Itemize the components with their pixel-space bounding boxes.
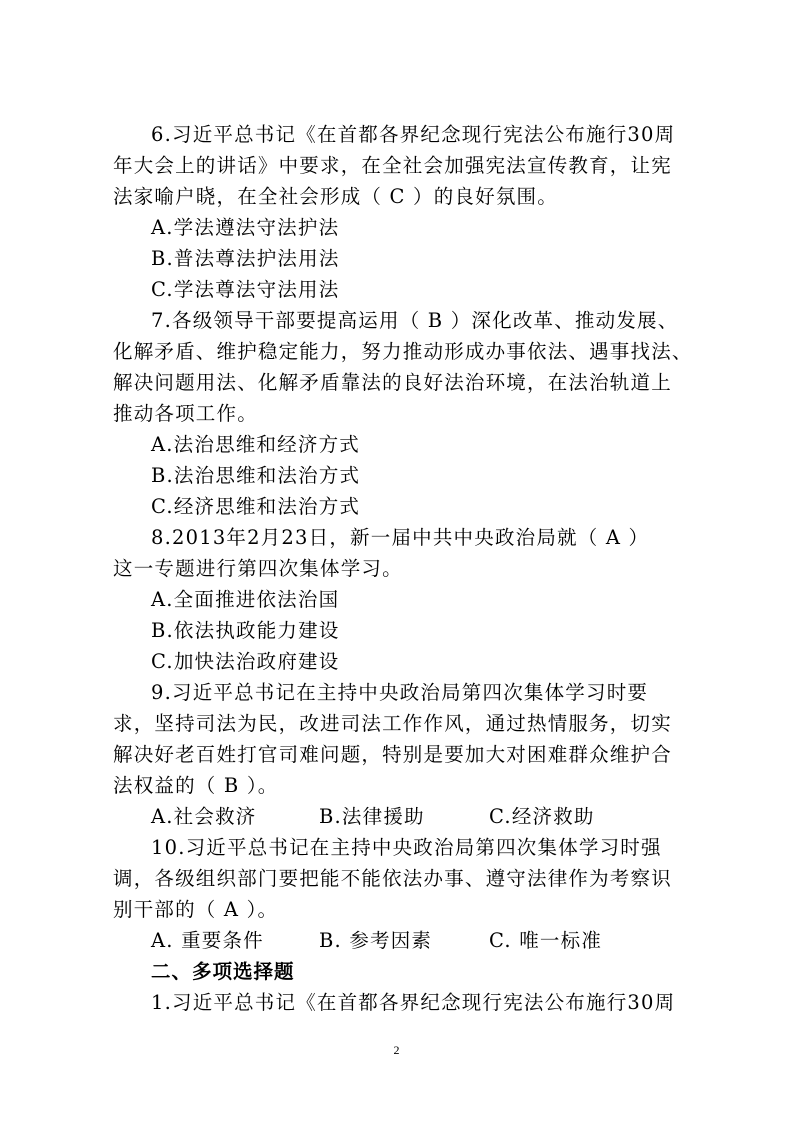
question-8-option-b: B.依法执政能力建设 xyxy=(151,619,340,642)
question-8-line-2: 这一专题进行第四次集体学习。 xyxy=(113,557,403,580)
question-10-option-c: C. 唯一标准 xyxy=(489,929,603,952)
question-10-options xyxy=(113,925,693,956)
question-9-option-b: B.法律援助 xyxy=(319,805,425,828)
section-heading: 二、多项选择题 xyxy=(151,960,295,983)
question-6-line-3: 法家喻户晓，在全社会形成（ C ）的良好氛围。 xyxy=(113,185,558,208)
question-9-option-a: A.社会救济 xyxy=(151,805,257,828)
question-7-line-1: 7.各级领导干部要提高运用（ B ）深化改革、推动发展、 xyxy=(151,309,679,332)
question-9-options xyxy=(113,801,693,832)
question-7-option-b: B.法治思维和法治方式 xyxy=(151,464,361,487)
question-9-line-2: 求，坚持司法为民，改进司法工作作风，通过热情服务，切实 xyxy=(113,712,672,735)
question-6-line-2: 年大会上的讲话》中要求，在全社会加强宪法宣传教育，让宪 xyxy=(113,154,672,177)
question-8-option-c: C.加快法治政府建设 xyxy=(151,650,340,673)
question-10-line-1: 10.习近平总书记在主持中央政治局第四次集体学习时强 xyxy=(151,836,662,859)
document-body xyxy=(113,119,693,1018)
question-7-option-a: A.法治思维和经济方式 xyxy=(151,433,360,456)
question-10-line-3: 别干部的（ A ）。 xyxy=(113,898,279,921)
page-number: 2 xyxy=(393,1043,400,1057)
question-6-line-1: 6.习近平总书记《在首都各界纪念现行宪法公布施行30周 xyxy=(151,123,676,146)
question-10-option-a: A. 重要条件 xyxy=(151,929,264,952)
question-7-line-3: 解决问题用法、化解矛盾靠法的良好法治环境，在法治轨道上 xyxy=(113,371,672,394)
question-6-option-c: C.学法尊法守法用法 xyxy=(151,278,340,301)
question-7-option-c: C.经济思维和法治方式 xyxy=(151,495,361,518)
question-7-line-4: 推动各项工作。 xyxy=(113,402,258,425)
question-10-option-b: B. 参考因素 xyxy=(319,929,433,952)
question-10-line-2: 调，各级组织部门要把能不能依法办事、遵守法律作为考察识 xyxy=(113,867,672,890)
question-8-option-a: A.全面推进依法治国 xyxy=(151,588,340,611)
question-7-line-2: 化解矛盾、维护稳定能力，努力推动形成办事依法、遇事找法、 xyxy=(113,340,693,363)
question-9-option-c: C.经济救助 xyxy=(489,805,595,828)
question-6-option-a: A.学法遵法守法护法 xyxy=(151,216,340,239)
question-6-option-b: B.普法尊法护法用法 xyxy=(151,247,340,270)
question-9-line-1: 9.习近平总书记在主持中央政治局第四次集体学习时要 xyxy=(151,681,649,704)
question-9-line-3: 解决好老百姓打官司难问题，特别是要加大对困难群众维护合 xyxy=(113,743,672,766)
question-8-line-1: 8.2013年2月23日，新一届中共中央政治局就（ A ） xyxy=(151,526,650,549)
question-9-line-4: 法权益的（ B ）。 xyxy=(113,774,279,797)
multi-question-1-line-1: 1.习近平总书记《在首都各界纪念现行宪法公布施行30周 xyxy=(151,991,676,1014)
